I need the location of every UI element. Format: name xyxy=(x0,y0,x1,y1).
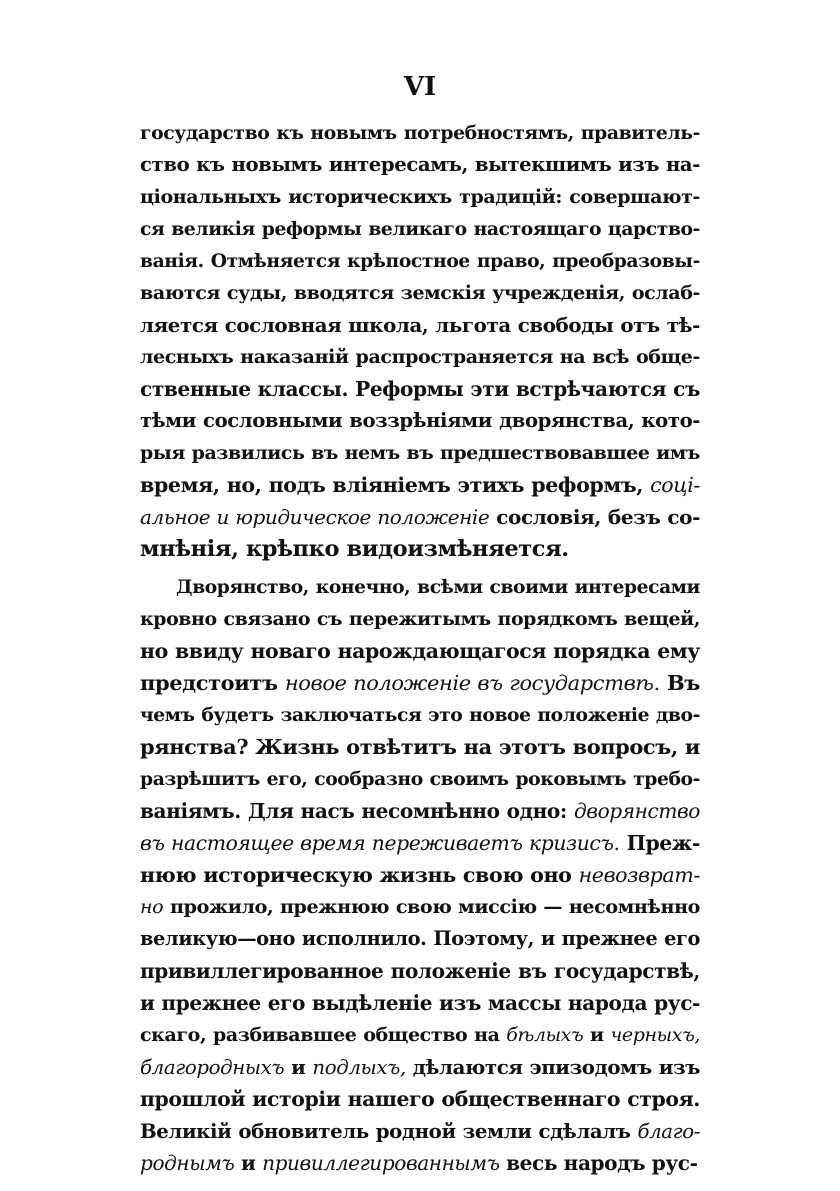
text-line xyxy=(140,891,700,923)
text-segment: нюю историческую жизнь свою оно xyxy=(140,863,579,887)
text-line xyxy=(140,117,700,149)
text-line xyxy=(140,1051,700,1083)
text-line xyxy=(140,437,700,469)
text-line xyxy=(140,501,700,533)
text-segment: ся великія реформы великаго настоящаго царство- xyxy=(140,218,700,240)
text-segment: Въ xyxy=(659,670,700,695)
text-segment: Великій обновитель родной земли сдѣлалъ xyxy=(140,1119,638,1143)
italic-text: но xyxy=(140,895,164,918)
text-line xyxy=(140,213,700,245)
text-line xyxy=(140,373,700,405)
text-segment: великую—оно исполнило. Поэтому, и прежнее его xyxy=(140,927,700,950)
body-text xyxy=(140,117,700,1179)
text-segment: и xyxy=(284,1055,313,1079)
text-line xyxy=(140,1115,700,1147)
text-line xyxy=(140,603,700,635)
text-line xyxy=(140,699,700,731)
text-segment: Преж- xyxy=(619,831,700,855)
italic-text: роднымъ xyxy=(140,1151,235,1175)
text-segment: ванія. Отмѣняется крѣпостное право, преобразовы- xyxy=(140,250,700,272)
text-segment: ціональныхъ историческихъ традицій: совершают- xyxy=(140,186,700,208)
italic-text: альное и юридическое положеніе xyxy=(140,505,490,529)
italic-text: благородныхъ xyxy=(140,1056,285,1079)
text-segment: сословія, безъ со- xyxy=(489,505,701,529)
page-number: VI xyxy=(403,72,437,102)
text-line xyxy=(140,309,700,341)
text-line xyxy=(140,1083,700,1115)
text-segment: ваются суды, вводятся земскія учрежденія, ослаб- xyxy=(140,282,700,304)
text-line xyxy=(140,341,700,373)
text-segment: ваніямъ. Для насъ несомнѣнно одно: xyxy=(140,799,574,823)
italic-text: черныхъ, xyxy=(610,1024,700,1046)
paragraph xyxy=(140,117,700,565)
text-segment: и xyxy=(234,1151,263,1175)
text-line xyxy=(140,955,700,987)
text-segment: кровно связано съ пережитымъ порядкомъ вещей, xyxy=(140,608,700,630)
text-segment: ственные классы. Реформы эти встрѣчаются съ xyxy=(140,377,700,401)
text-segment: ство къ новымъ интересамъ, вытекшимъ изъ на- xyxy=(140,153,700,176)
text-segment: рыя развились въ немъ въ предшествовавшее имъ xyxy=(140,442,700,464)
text-line xyxy=(140,571,700,603)
text-segment: государство къ новымъ потребностямъ, правитель- xyxy=(140,122,700,144)
text-segment: время, но, подъ вліяніемъ этихъ реформъ, xyxy=(140,473,651,497)
text-segment: дѣлаются эпизодомъ изъ xyxy=(405,1055,700,1079)
italic-text: новое положеніе въ государствѣ. xyxy=(284,671,660,695)
text-segment: весь народъ рус- xyxy=(499,1151,698,1175)
text-segment: и xyxy=(583,1024,611,1046)
text-line xyxy=(140,533,700,565)
text-line xyxy=(140,469,700,501)
text-line xyxy=(140,635,700,667)
italic-text: соці- xyxy=(650,473,700,497)
text-segment: прожило, прежнюю свою миссію — несомнѣнно xyxy=(163,895,700,918)
text-line xyxy=(140,667,700,699)
text-segment: разрѣшитъ его, сообразно своимъ роковымъ требо- xyxy=(140,768,700,790)
text-line xyxy=(140,149,700,181)
text-line xyxy=(140,763,700,795)
text-line xyxy=(140,181,700,213)
text-line xyxy=(140,923,700,955)
text-line xyxy=(140,731,700,763)
text-segment: и прежнее его выдѣленіе изъ массы народа рус- xyxy=(140,991,700,1015)
text-line xyxy=(140,827,700,859)
italic-text: невозврат- xyxy=(578,863,700,887)
italic-text: благо- xyxy=(637,1120,700,1143)
text-line xyxy=(140,859,700,891)
text-segment: привиллегированное положеніе въ государствѣ, xyxy=(140,959,700,983)
text-segment: рянства? Жизнь отвѣтитъ на этотъ вопросъ, и xyxy=(140,734,700,759)
text-segment: тѣми сословными воззрѣніями дворянства, кото- xyxy=(140,409,700,432)
text-segment: лесныхъ наказаній распространяется на всѣ обще- xyxy=(140,346,700,368)
italic-text: бѣлыхъ xyxy=(506,1024,584,1046)
italic-text: подлыхъ, xyxy=(312,1056,406,1079)
text-segment: мнѣнія, крѣпко видоизмѣняется. xyxy=(140,536,569,562)
text-segment: прошлой исторіи нашего общественнаго строя. xyxy=(140,1087,700,1111)
italic-text: въ настоящее время переживаетъ кризисъ. xyxy=(140,831,620,855)
italic-text: дворянство xyxy=(573,799,700,823)
text-line xyxy=(140,987,700,1019)
text-segment: предстоитъ xyxy=(140,670,285,695)
text-line xyxy=(140,405,700,437)
italic-text: привиллегированнымъ xyxy=(262,1151,500,1175)
text-segment: чемъ будетъ заключаться это новое положеніе дво- xyxy=(140,704,700,726)
text-segment: Дворянство, конечно, всѣми своими интересами xyxy=(176,576,700,598)
text-line xyxy=(140,1147,700,1179)
text-segment: но ввиду новаго нарождающагося порядка ему xyxy=(140,639,700,663)
text-line xyxy=(140,277,700,309)
text-line xyxy=(140,245,700,277)
text-segment: скаго, разбивавшее общество на xyxy=(140,1024,507,1046)
text-segment: ляется сословная школа, льгота свободы отъ тѣ- xyxy=(140,313,700,337)
text-line xyxy=(140,795,700,827)
paragraph xyxy=(140,571,700,1179)
text-line xyxy=(140,1019,700,1051)
